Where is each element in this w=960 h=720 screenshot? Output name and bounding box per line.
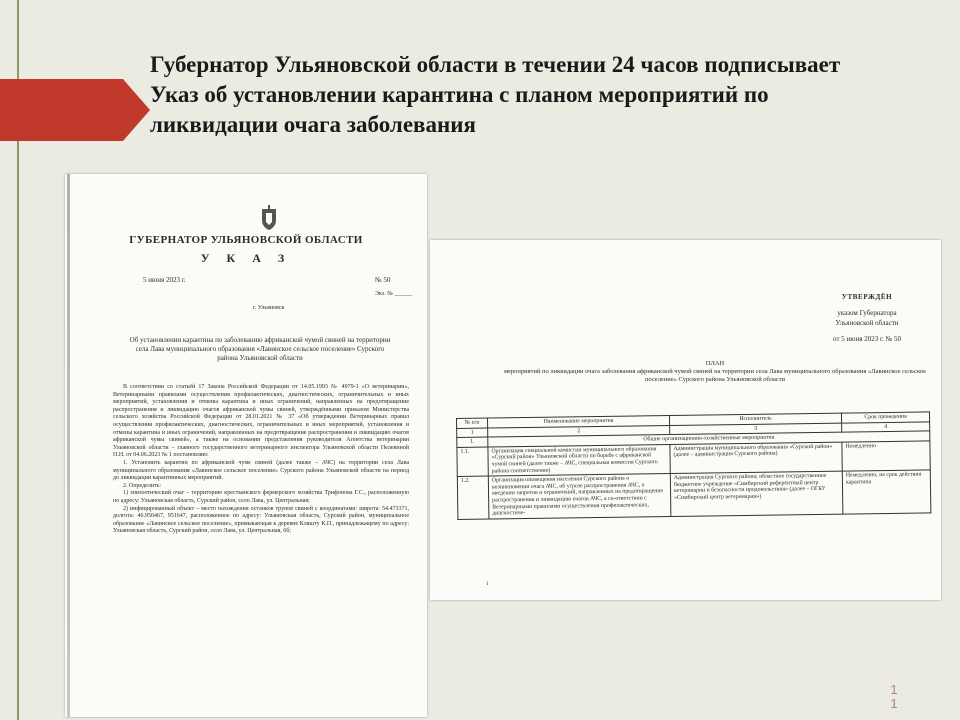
approval-title: УТВЕРЖДЁН: [841, 293, 893, 301]
page-number-digit: 1: [890, 682, 898, 697]
approval-stamp: [802, 292, 932, 344]
decree-heading: Об установлении карантина по заболеванию африканской чумой свиней на территории села Лава муниципального образования «Лавинское сельское поселение» Сурского района Ульяновской области: [129, 336, 391, 362]
decree-paragraph: В соответствии со статьёй 17 Закона Российской Федерации от 14.05.1993 № 4979-1 «О ветеринарии», Ветеринарными правилами осуществления профилактических, диагностических, ограничительных и иных мероприятий, установления и отмены карантина и иных ограничений, направленных на предотвращение распространения и ликвидацию очагов африканской чумы свиней, утверждёнными приказом Министерства сельского хозяйства Российской Федерации от 28.01.2021 № 37 «Об утверждении Ветеринарных правил осуществления профилактических, диагностических, ограничительных и иных мероприятий, установления и отмены карантина и иных ограничений, направленных на предотвращение распространения и ликвидацию очагов африканской чумы свиней», а также на основании представления руководителя Агентства ветеринарии Ульяновской области – главного государственного ветеринарного инспектора Ульяновской области Пелевиной П.Н. от 04.06.2023 № 1 постановляю:: [113, 384, 409, 459]
table-cell: Организация оповещения населения Сурского района о возникновении очага АЧС, об угрозе распространения АЧС, о введении запретов и ограничений, направленных на предотвращение распространения и ликвидацию очагов АЧС, а со-ответствии с Ветеринарными правилами осуществления профилактических, диагностиче-: [488, 474, 671, 519]
approval-line: Ульяновской области: [835, 319, 899, 327]
col-deadline-header: Срок проведения: [841, 412, 929, 423]
plan-title: ПЛАН: [705, 360, 725, 367]
decree-number: № 50: [375, 276, 391, 284]
decree-paragraph: 2. Определить:: [123, 482, 162, 489]
approval-date: от 5 июня 2023 г. № 50: [833, 335, 901, 343]
slide-page-number: [888, 683, 900, 711]
table-cell: 1.2.: [457, 476, 489, 519]
decree-issuer: ГУБЕРНАТОР УЛЬЯНОВСКОЙ ОБЛАСТИ: [129, 234, 363, 246]
decree-date: 5 июня 2023 г.: [143, 276, 186, 284]
table-cell: Администрация муниципального образования «Сурский район» (далее – администрация Сурского района): [670, 442, 842, 474]
table-cell: 2: [488, 425, 670, 437]
table-cell: Общие организационно-хозяйственные мероприятия: [488, 431, 930, 447]
plan-subtitle: мероприятий по ликвидации очага заболевания африканской чумой свиней на территории села Лава муниципального образования «Лавинское сельское поселение» Сурского района Ульяновской области: [503, 368, 927, 383]
page-number-digit: 1: [890, 696, 898, 711]
page-corner-mark: 1: [486, 582, 489, 587]
table-row: [457, 470, 931, 519]
decree-copy-number: Экз. № ______: [375, 291, 413, 297]
table-cell: Организация специальной комиссии муниципального образования «Сурский район» Ульяновской области по борьбе с африканской чумой свиней (далее также – АЧС, специальная комиссия Сурского района соответственно): [488, 444, 670, 476]
decree-paragraph: 1. Установить карантин по африканской чуме свиней (далее также – АЧС) на территории села Лава муниципального образования «Лавинское сельское поселение» Сурского района Ульяновской области на период до ликвидации карантинных мероприятий.: [113, 459, 409, 482]
table-cell: Администрация Сурского района; областное государственное бюджетное учреждение «Симбирский референтный центр ветеринарии и безопасности продовольствия» (далее – ОГБУ «Симбирский центр ветеринарии»): [670, 471, 843, 516]
decree-body: [113, 384, 409, 536]
decree-type: У К А З: [200, 251, 292, 265]
decree-paragraph: 2) инфицированный объект – место нахождения останков трупов свиней с координатами: широта: 54.473371, долгота: 46.950467, 951647, расположенное по адресу: Ульяновская область, Сурский район, муниципальное образование «Лавинское сельское поселение», примыкающая к деревне Кляшту К.П., принадлежащему по адресу: Ульяновская область, Сурский район, село Лава, ул. Центральная, 6б;: [113, 505, 409, 535]
col-num-header: № п/п: [457, 418, 488, 428]
coat-of-arms-icon: [259, 205, 279, 231]
approval-line: указом Губернатора: [837, 309, 897, 317]
plan-document-image: [430, 240, 941, 600]
col-executor-header: Исполнитель: [669, 413, 841, 425]
decree-paragraph: 1) эпизоотический очаг – территорию крестьянского фермерского хозяйства Трифонова Г.С., расположенную по адресу: Ульяновская область, Сурский район, село Лава, ул. Центральная;: [113, 490, 409, 504]
table-cell: 1.1.: [457, 447, 488, 477]
table-cell: 1.: [457, 437, 488, 447]
slide-title: Губернатор Ульяновской области в течении 24 часов подписывает Указ об установлении карантина с планом мероприятий по ликвидации очага заболевания: [150, 52, 841, 137]
table-cell: 4: [842, 421, 930, 432]
table-cell: 3: [670, 423, 842, 435]
table-cell: Немедленно, на срок действия карантина: [842, 470, 931, 514]
table-cell: 1: [457, 428, 488, 438]
table-cell: Немедленно: [842, 441, 930, 472]
col-measure-header: Наименование мероприятия: [488, 416, 670, 428]
plan-heading: [500, 360, 930, 384]
plan-table: [456, 411, 931, 519]
title-accent-arrow: [0, 79, 150, 141]
decree-city: г. Ульяновск: [253, 305, 285, 311]
decree-document-image: [65, 174, 427, 717]
